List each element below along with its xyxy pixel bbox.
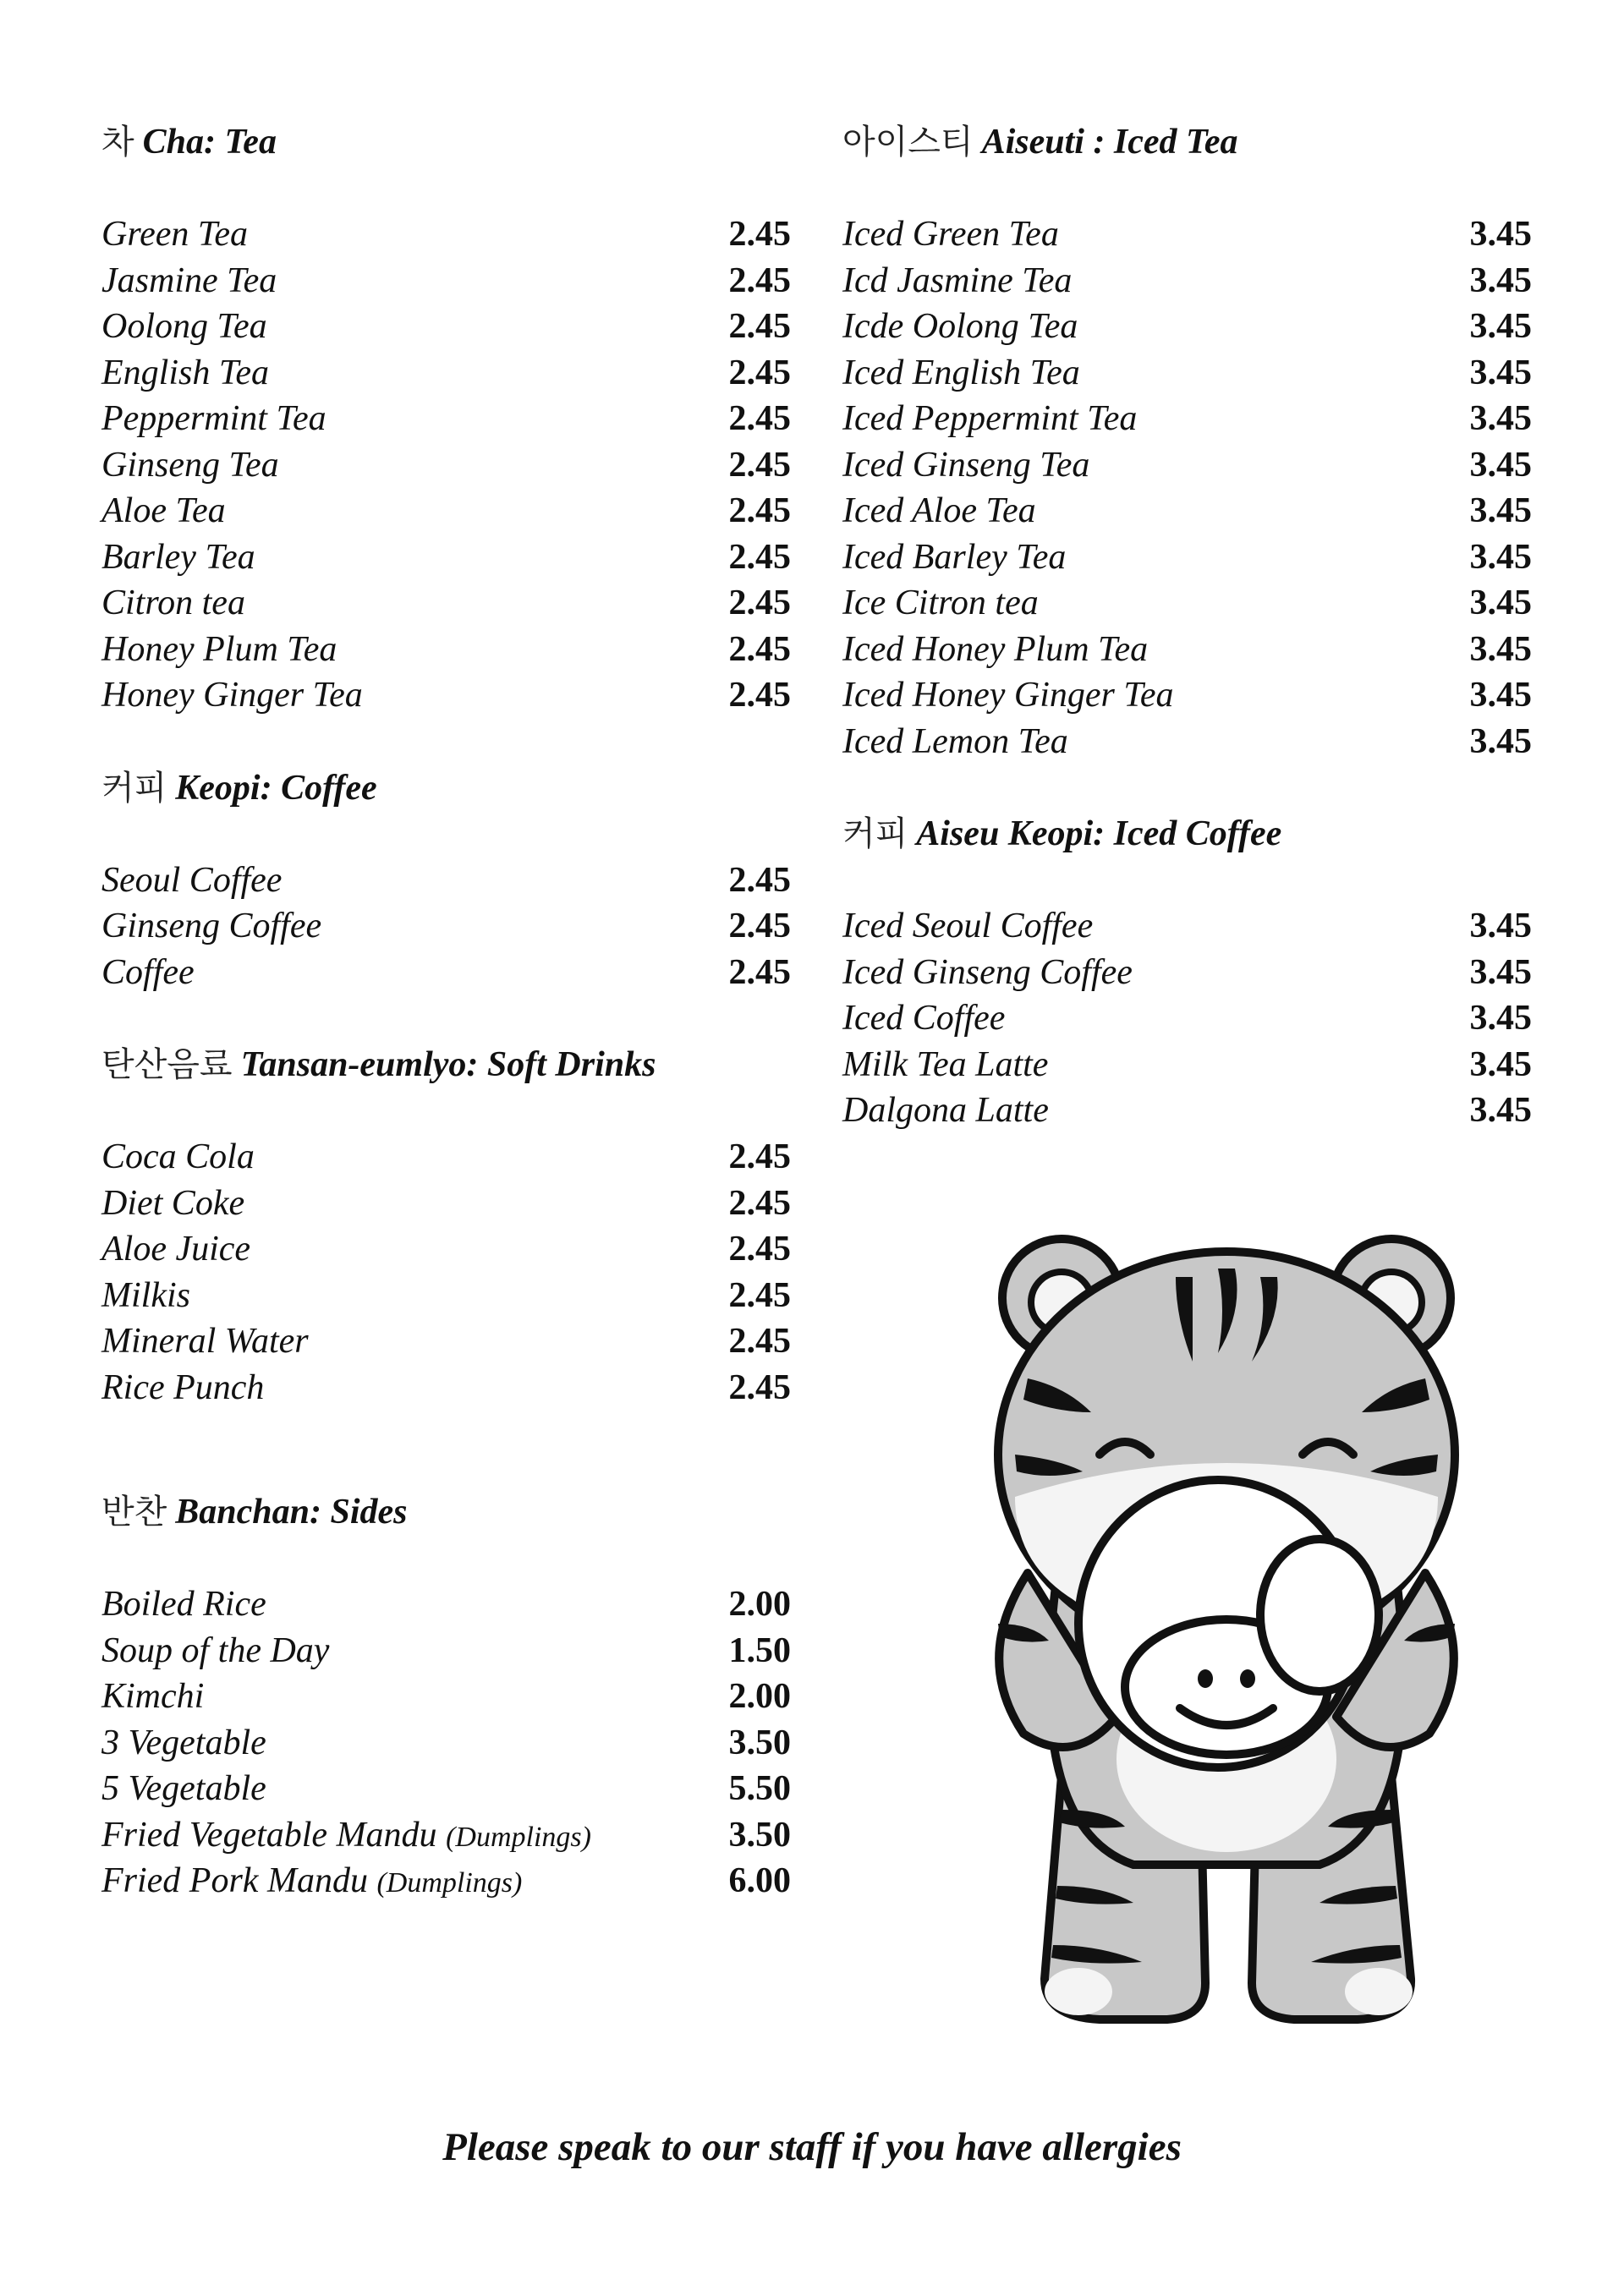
item-name: Iced Honey Ginger Tea bbox=[842, 676, 1174, 715]
item-name: Iced Honey Plum Tea bbox=[842, 629, 1149, 669]
menu-item bbox=[102, 258, 791, 304]
menu-item bbox=[102, 1181, 791, 1227]
menu-item bbox=[842, 950, 1532, 996]
item-name: Milkis bbox=[102, 1275, 190, 1315]
item-price: 2.45 bbox=[728, 445, 791, 485]
menu-column-left bbox=[102, 118, 791, 1904]
menu-item bbox=[102, 627, 791, 673]
iced-tea-list bbox=[842, 211, 1532, 764]
sides-list bbox=[102, 1581, 791, 1904]
item-name: Iced Seoul Coffee bbox=[842, 907, 1094, 945]
menu-item bbox=[102, 1134, 791, 1181]
iced-tea-heading-title: Aiseuti : Iced Tea bbox=[981, 123, 1238, 162]
item-name: Milk Tea Latte bbox=[842, 1044, 1049, 1084]
tea-heading-korean: 차 bbox=[102, 123, 134, 162]
menu-item bbox=[102, 1318, 791, 1365]
item-name: English Tea bbox=[102, 353, 269, 392]
menu-column-right bbox=[842, 118, 1532, 1134]
soft-drinks-heading-korean: 탄산음료 bbox=[102, 1045, 233, 1084]
item-price: 2.45 bbox=[728, 399, 791, 438]
menu-item bbox=[102, 350, 791, 397]
item-price: 3.45 bbox=[1469, 999, 1532, 1038]
item-price: 2.45 bbox=[728, 629, 791, 669]
menu-item bbox=[842, 719, 1532, 765]
menu-item bbox=[102, 1766, 791, 1812]
item-name: Green Tea bbox=[102, 215, 249, 254]
item-price: 3.45 bbox=[1469, 629, 1532, 669]
menu-item bbox=[102, 903, 791, 950]
coffee-list bbox=[102, 858, 791, 996]
item-price: 2.45 bbox=[728, 307, 791, 346]
item-price: 2.45 bbox=[728, 215, 791, 254]
menu-item bbox=[102, 442, 791, 489]
iced-coffee-heading-title: Aiseu Keopi: Iced Coffee bbox=[916, 814, 1282, 853]
menu-item bbox=[842, 304, 1532, 350]
item-name: Icd Jasmine Tea bbox=[842, 260, 1073, 300]
item-name: Ginseng Coffee bbox=[102, 907, 322, 945]
item-price: 2.45 bbox=[728, 1230, 791, 1269]
item-price: 2.45 bbox=[728, 860, 791, 900]
item-name: Peppermint Tea bbox=[102, 399, 326, 438]
item-name: Iced English Tea bbox=[842, 353, 1080, 392]
item-name: Oolong Tea bbox=[102, 307, 267, 346]
item-price: 2.45 bbox=[728, 537, 791, 577]
menu-item bbox=[842, 258, 1532, 304]
item-name: Ginseng Tea bbox=[102, 445, 279, 485]
sides-heading-korean: 반찬 bbox=[102, 1493, 167, 1532]
menu-item bbox=[102, 672, 791, 719]
item-price: 2.45 bbox=[728, 1183, 791, 1223]
menu-item bbox=[842, 627, 1532, 673]
menu-item bbox=[842, 903, 1532, 950]
item-name: Iced Peppermint Tea bbox=[842, 399, 1138, 438]
item-note: (Dumplings) bbox=[376, 1867, 523, 1899]
menu-item bbox=[842, 488, 1532, 534]
item-name: Seoul Coffee bbox=[102, 860, 283, 900]
item-name: Icde Oolong Tea bbox=[842, 307, 1078, 346]
item-price: 3.45 bbox=[1469, 537, 1532, 577]
menu-item bbox=[102, 488, 791, 534]
item-name: Iced Coffee bbox=[842, 999, 1006, 1038]
item-name: Boiled Rice bbox=[102, 1585, 266, 1624]
menu-item bbox=[102, 950, 791, 996]
soft-drinks-heading bbox=[102, 1041, 791, 1088]
menu-item bbox=[842, 672, 1532, 719]
menu-item bbox=[842, 350, 1532, 397]
menu-item bbox=[842, 995, 1532, 1042]
menu-item bbox=[102, 1581, 791, 1628]
item-name: Aloe Tea bbox=[102, 491, 226, 530]
item-name: Iced Lemon Tea bbox=[842, 721, 1068, 761]
item-price: 2.45 bbox=[728, 584, 791, 622]
item-price: 3.45 bbox=[1469, 399, 1532, 438]
menu-item bbox=[842, 1042, 1532, 1088]
sides-heading-title: Banchan: Sides bbox=[175, 1493, 408, 1532]
item-price: 2.45 bbox=[728, 1367, 791, 1407]
item-price: 2.45 bbox=[728, 952, 791, 992]
item-name: Ice Citron tea bbox=[842, 584, 1039, 622]
menu-item bbox=[102, 396, 791, 442]
item-name: Fried Pork Mandu (Dumplings) bbox=[102, 1861, 523, 1900]
soft-drinks-list bbox=[102, 1134, 791, 1411]
item-name: Diet Coke bbox=[102, 1183, 245, 1223]
tea-heading-title: Cha: Tea bbox=[142, 123, 277, 162]
item-price: 3.45 bbox=[1469, 952, 1532, 992]
iced-coffee-heading bbox=[842, 810, 1532, 858]
item-price: 1.50 bbox=[728, 1630, 791, 1670]
item-name: Iced Barley Tea bbox=[842, 537, 1067, 577]
item-price: 2.45 bbox=[728, 1322, 791, 1361]
menu-item bbox=[102, 1812, 791, 1859]
item-price: 3.45 bbox=[1469, 445, 1532, 485]
menu-item bbox=[102, 304, 791, 350]
menu-item bbox=[842, 1088, 1532, 1134]
item-price: 3.45 bbox=[1469, 307, 1532, 346]
item-price: 3.45 bbox=[1469, 1091, 1532, 1130]
item-name: Coca Cola bbox=[102, 1137, 255, 1176]
item-price: 3.45 bbox=[1469, 1044, 1532, 1084]
item-name: Rice Punch bbox=[102, 1367, 265, 1407]
coffee-heading-title: Keopi: Coffee bbox=[175, 768, 377, 808]
item-note: (Dumplings) bbox=[446, 1821, 591, 1853]
iced-tea-heading-korean: 아이스티 bbox=[842, 123, 974, 162]
coffee-heading-korean: 커피 bbox=[102, 768, 167, 808]
iced-tea-heading bbox=[842, 118, 1532, 166]
item-name: Aloe Juice bbox=[102, 1230, 251, 1269]
item-name: Citron tea bbox=[102, 584, 245, 622]
item-price: 2.45 bbox=[728, 907, 791, 945]
item-name: 5 Vegetable bbox=[102, 1769, 266, 1808]
item-name: Iced Green Tea bbox=[842, 215, 1059, 254]
menu-item bbox=[102, 1273, 791, 1319]
menu-item bbox=[842, 580, 1532, 627]
item-name: Fried Vegetable Mandu (Dumplings) bbox=[102, 1815, 591, 1855]
item-price: 2.45 bbox=[728, 260, 791, 300]
menu-item bbox=[102, 211, 791, 258]
menu-item bbox=[102, 858, 791, 904]
item-price: 2.00 bbox=[728, 1677, 791, 1716]
item-price: 2.00 bbox=[728, 1585, 791, 1624]
menu-item bbox=[842, 534, 1532, 581]
item-price: 3.45 bbox=[1469, 584, 1532, 622]
menu-item bbox=[842, 396, 1532, 442]
menu-item bbox=[842, 211, 1532, 258]
item-price: 3.45 bbox=[1469, 491, 1532, 530]
item-price: 2.45 bbox=[728, 676, 791, 715]
tea-list bbox=[102, 211, 791, 719]
item-price: 3.45 bbox=[1469, 721, 1532, 761]
item-price: 3.45 bbox=[1469, 907, 1532, 945]
coffee-heading bbox=[102, 764, 791, 812]
menu-item bbox=[102, 1858, 791, 1904]
soft-drinks-heading-title: Tansan-eumlyo: Soft Drinks bbox=[240, 1045, 656, 1084]
item-price: 3.45 bbox=[1469, 676, 1532, 715]
menu-item bbox=[842, 442, 1532, 489]
tiger-mascot-icon bbox=[964, 1218, 1489, 2055]
item-name: Coffee bbox=[102, 952, 195, 992]
item-name: Iced Ginseng Tea bbox=[842, 445, 1090, 485]
menu-item bbox=[102, 1365, 791, 1411]
menu-item bbox=[102, 1226, 791, 1273]
item-price: 3.50 bbox=[728, 1815, 791, 1855]
item-name: Dalgona Latte bbox=[842, 1091, 1049, 1130]
item-price: 2.45 bbox=[728, 1275, 791, 1315]
item-price: 3.50 bbox=[728, 1723, 791, 1762]
item-name: Jasmine Tea bbox=[102, 260, 277, 300]
item-name: Barley Tea bbox=[102, 537, 255, 577]
iced-coffee-heading-korean: 커피 bbox=[842, 814, 908, 853]
item-price: 3.45 bbox=[1469, 215, 1532, 254]
menu-item bbox=[102, 580, 791, 627]
menu-item bbox=[102, 1720, 791, 1767]
item-name: Iced Ginseng Coffee bbox=[842, 952, 1133, 992]
item-price: 3.45 bbox=[1469, 260, 1532, 300]
tea-heading bbox=[102, 118, 791, 166]
item-name: Honey Plum Tea bbox=[102, 629, 337, 669]
menu-item bbox=[102, 534, 791, 581]
menu-item bbox=[102, 1674, 791, 1720]
item-price: 2.45 bbox=[728, 1137, 791, 1176]
item-name: 3 Vegetable bbox=[102, 1723, 266, 1762]
menu-item bbox=[102, 1628, 791, 1674]
item-price: 2.45 bbox=[728, 491, 791, 530]
sides-heading bbox=[102, 1488, 791, 1536]
item-name: Iced Aloe Tea bbox=[842, 491, 1036, 530]
item-price: 5.50 bbox=[728, 1769, 791, 1808]
item-price: 3.45 bbox=[1469, 353, 1532, 392]
allergy-notice: Please speak to our staff if you have allergies bbox=[442, 2125, 1182, 2169]
item-name: Soup of the Day bbox=[102, 1630, 330, 1670]
item-name: Mineral Water bbox=[102, 1322, 309, 1361]
iced-coffee-list bbox=[842, 903, 1532, 1134]
item-name: Honey Ginger Tea bbox=[102, 676, 363, 715]
item-price: 2.45 bbox=[728, 353, 791, 392]
item-name: Kimchi bbox=[102, 1677, 205, 1716]
item-price: 6.00 bbox=[728, 1861, 791, 1900]
